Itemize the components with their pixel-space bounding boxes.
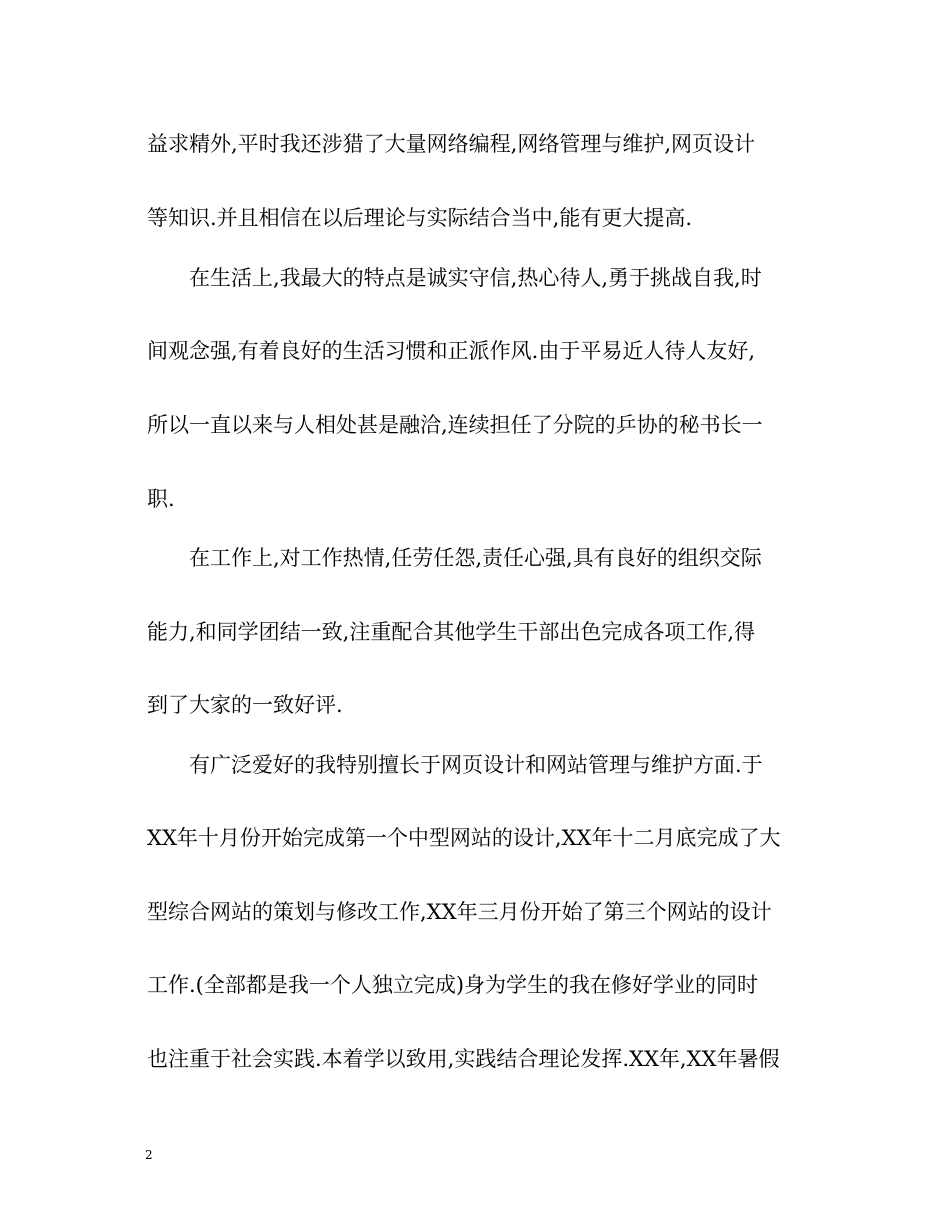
page-number: 2 [145, 1148, 153, 1162]
text-line: 间观念强,有着良好的生活习惯和正派作风.由于平易近人待人友好, [147, 339, 756, 363]
text-line: 能力,和同学团结一致,注重配合其他学生干部出色完成各项工作,得 [147, 620, 756, 644]
text-line: XX年十月份开始完成第一个中型网站的设计,XX年十二月底完成了大 [147, 826, 781, 850]
text-line: 等知识.并且相信在以后理论与实际结合当中,能有更大提高. [147, 206, 693, 230]
paragraph-start-line: 有广泛爱好的我特别擅长于网页设计和网站管理与维护方面.于 [189, 753, 763, 777]
text-line: 职. [147, 487, 175, 511]
paragraph-start-line: 在工作上,对工作热情,任劳任怨,责任心强,具有良好的组织交际 [189, 546, 762, 570]
text-line: 益求精外,平时我还涉猎了大量网络编程,网络管理与维护,网页设计 [147, 132, 756, 156]
text-line: 所以一直以来与人相处甚是融洽,连续担任了分院的乒协的秘书长一 [147, 413, 763, 437]
text-line: 型综合网站的策划与修改工作,XX年三月份开始了第三个网站的设计 [147, 900, 772, 924]
text-line: 工作.(全部都是我一个人独立完成)身为学生的我在修好学业的同时 [147, 973, 759, 997]
paragraph-start-line: 在生活上,我最大的特点是诚实守信,热心待人,勇于挑战自我,时 [189, 266, 762, 290]
text-line: 到了大家的一致好评. [147, 693, 343, 717]
text-line: 也注重于社会实践.本着学以致用,实践结合理论发挥.XX年,XX年暑假 [147, 1047, 780, 1071]
